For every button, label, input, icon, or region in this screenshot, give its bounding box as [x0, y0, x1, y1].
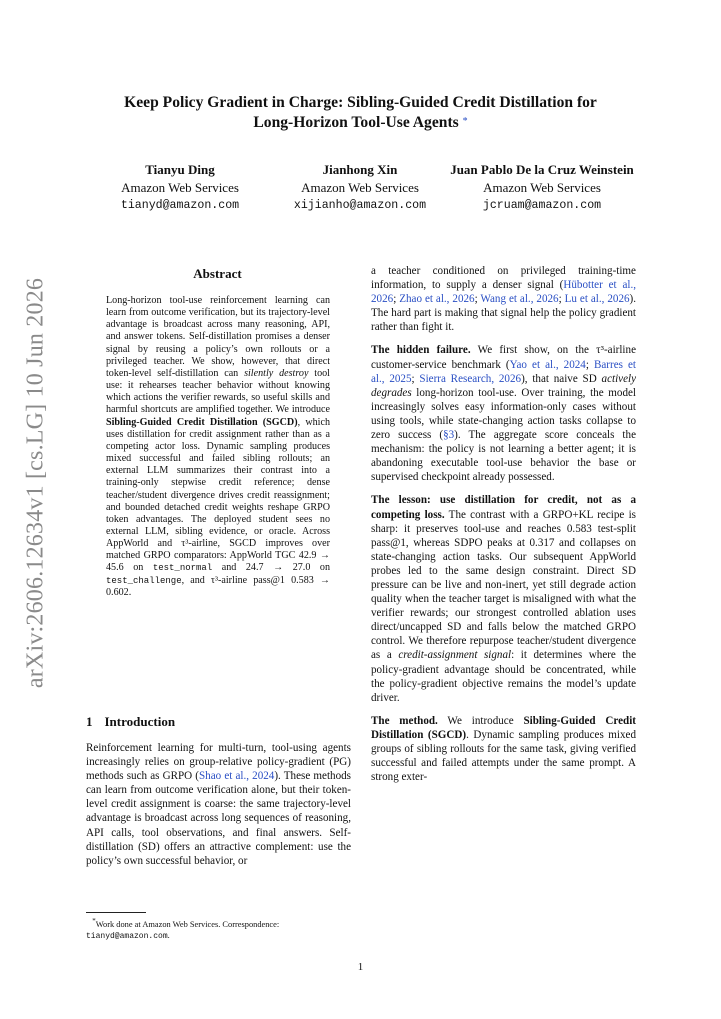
- abstract-text: [106, 295, 330, 599]
- abstract-heading: Abstract: [193, 266, 242, 281]
- right-column: [371, 264, 636, 793]
- code-test-challenge: test_challenge: [106, 575, 182, 586]
- code-test-normal: test_normal: [152, 563, 213, 574]
- paragraph-heading: The lesson: use distillation for credit, not as a competing loss.: [371, 494, 636, 521]
- citation-link[interactable]: Zhao et al., 2026: [399, 293, 475, 306]
- citation-link[interactable]: Sierra Research, 2026: [419, 372, 522, 385]
- paragraph-method: [371, 714, 636, 784]
- text-part: We introduce: [437, 714, 524, 727]
- text-part: The contrast with a GRPO+KL recipe is sharp: it preserves tool-use and reaches 0.583 test-split pass@1, whereas SDPO peaks at 0.317 and collapses on state-changing action tasks. Our subsequent AppWorld probes led to the same design constraint. Direct SD pressure can be live and non-inert, yet still degrade action quality when the teacher target is misaligned with what the verifier rewards; our strongest controlled ablation uses direct/uncapped SD and falls below the matched GRPO control. We therefore repurpose teacher/student divergence as a: [371, 508, 636, 662]
- abstract-emphasis: silently destroy: [244, 367, 309, 379]
- author-affiliation: Amazon Web Services: [301, 180, 419, 195]
- title-line-2: Long-Horizon Tool-Use Agents: [253, 114, 459, 131]
- emphasis: credit-assignment signal: [398, 649, 512, 662]
- abstract-text-part: Long-horizon tool-use reinforcement learning can learn from outcome verification, but its trajectory-level advantage is broadcast across many reasoning, API, and answer tokens. Self-distillation promises a denser signal by reusing a policy’s own rollouts or a privileged teacher. We show, however, that direct token-level self-distillation can: [106, 295, 330, 379]
- abstract-text-part: , which uses distillation for credit assignment rather than as a competing actor loss. Dynamic sampling produces mixed successful and failed sibling rollouts; an external LLM summarizes their contrast into a training-only stepwise credit reference; dense teacher/student divergence drives credit reassignment; and bounded detached credit weights reshape GRPO token advantages. The deployed student sees no external LLM, sibling evidence, or oracle. Across AppWorld and τ³-airline, SGCD improves over matched GRPO comparators: AppWorld TGC 42.9 → 45.6 on: [106, 416, 330, 574]
- emphasis: actively degrades: [371, 372, 637, 399]
- text-part: ), that naive SD: [521, 372, 602, 385]
- footnote-mark: *: [92, 917, 96, 925]
- citation-link[interactable]: Barres et al., 2025: [371, 358, 636, 385]
- text-part: ). The hard part is making that signal help the policy gradient rather than fight it.: [371, 293, 637, 334]
- citation-link[interactable]: Wang et al., 2026: [480, 293, 559, 306]
- author-name: Jianhong Xin: [322, 162, 398, 177]
- arxiv-identifier: arXiv:2606.12634v1 [cs.LG] 10 Jun 2026: [22, 277, 49, 689]
- author-email: xijianho@amazon.com: [293, 199, 427, 212]
- page-number: 1: [357, 961, 364, 973]
- text-part: ;: [474, 293, 481, 306]
- abstract-text-part: and 24.7 → 27.0 on: [212, 562, 330, 574]
- text-part: long-horizon tool-use. Over training, the model increasingly solves easy information-only cases without using tools, while state-changing action tasks collapse to zero success (: [371, 386, 636, 442]
- title-footnote-mark[interactable]: *: [462, 116, 468, 127]
- text-part: : it determines where the policy-gradient advantage should be concentrated, while the policy-gradient objective remains the model’s update driver.: [371, 649, 636, 704]
- author-name: Juan Pablo De la Cruz Weinstein: [450, 162, 634, 177]
- paragraph-heading: The hidden failure.: [371, 344, 471, 357]
- author-name: Tianyu Ding: [145, 162, 215, 177]
- intro-text-part: Reinforcement learning for multi-turn, tool-using agents increasingly relies on group-relative policy-gradient (PG) methods such as GRPO (: [86, 742, 351, 783]
- paragraph-heading: The method.: [371, 714, 438, 727]
- title-line-1: Keep Policy Gradient in Charge: Sibling-Guided Credit Distillation for: [124, 94, 597, 111]
- intro-text-part: ). These methods can learn from outcome verification alone, but their token-level credit assignment is coarse: the same trajectory-level advantage is broadcast across long sequences of reasoning, API calls, tool observations, and final answers. Self-distillation (SD) offers an attractive complement: use the policy’s own successful behavior, or: [86, 770, 351, 867]
- paragraph-hidden-failure: [371, 343, 636, 484]
- text-part: ;: [411, 372, 420, 385]
- author-1: [115, 161, 245, 215]
- author-email: tianyd@amazon.com: [120, 199, 240, 212]
- introduction-text: [86, 741, 351, 868]
- paragraph-continuation: [371, 264, 636, 334]
- text-part: a teacher conditioned on privileged training-time information, to supply a denser signal (: [371, 265, 636, 292]
- citation-link[interactable]: Yao et al., 2024: [509, 358, 586, 371]
- citation-link[interactable]: Lu et al., 2026: [564, 293, 630, 306]
- text-part: ;: [393, 293, 400, 306]
- footnote-text: Work done at Amazon Web Services. Correspondence:: [95, 919, 280, 929]
- paper-title: [90, 93, 631, 133]
- paragraph-lesson: [371, 493, 636, 704]
- text-part: ;: [558, 293, 565, 306]
- footnote-email: tianyd@amazon.com: [86, 931, 168, 941]
- citation-link[interactable]: Shao et al., 2024: [199, 770, 275, 783]
- abstract-text-part: tool use: it rehearses teacher behavior without knowing which actions the verifier rewards, so useful skills and harmful shortcuts are amplified together. We introduce: [106, 367, 330, 416]
- text-part: ). The aggregate score conceals the mechanism: the policy is not learning a better agent; it is abandoning executable tool-use behavior the base or supervised checkpoint already possessed.: [371, 429, 636, 484]
- author-affiliation: Amazon Web Services: [483, 180, 601, 195]
- citation-link[interactable]: Hübotter et al., 2026: [371, 279, 636, 306]
- footnote: [86, 916, 351, 942]
- method-name: Sibling-Guided Credit Distillation (SGCD): [106, 416, 298, 428]
- method-name: Sibling-Guided Credit Distillation (SGCD): [371, 714, 636, 741]
- text-part: We first show, on the τ³-airline customer-service benchmark (: [371, 344, 636, 371]
- footnote-text: .: [167, 930, 170, 940]
- section-title: Introduction: [104, 714, 176, 729]
- text-part: ;: [585, 358, 594, 371]
- section-heading-introduction: [86, 714, 175, 730]
- author-3: [437, 161, 647, 215]
- section-number: 1: [86, 714, 93, 729]
- author-2: [290, 161, 430, 215]
- author-affiliation: Amazon Web Services: [121, 180, 239, 195]
- section-reference-link[interactable]: §3: [443, 429, 455, 442]
- author-email: jcruam@amazon.com: [482, 199, 602, 212]
- footnote-rule: [86, 912, 146, 913]
- abstract-text-part: , and τ³-airline pass@1 0.583 → 0.602.: [106, 574, 330, 598]
- text-part: . Dynamic sampling produces mixed groups of sibling rollouts for the same task, giving verified successful and failed attempts under the same prompt. A strong exter-: [371, 728, 636, 784]
